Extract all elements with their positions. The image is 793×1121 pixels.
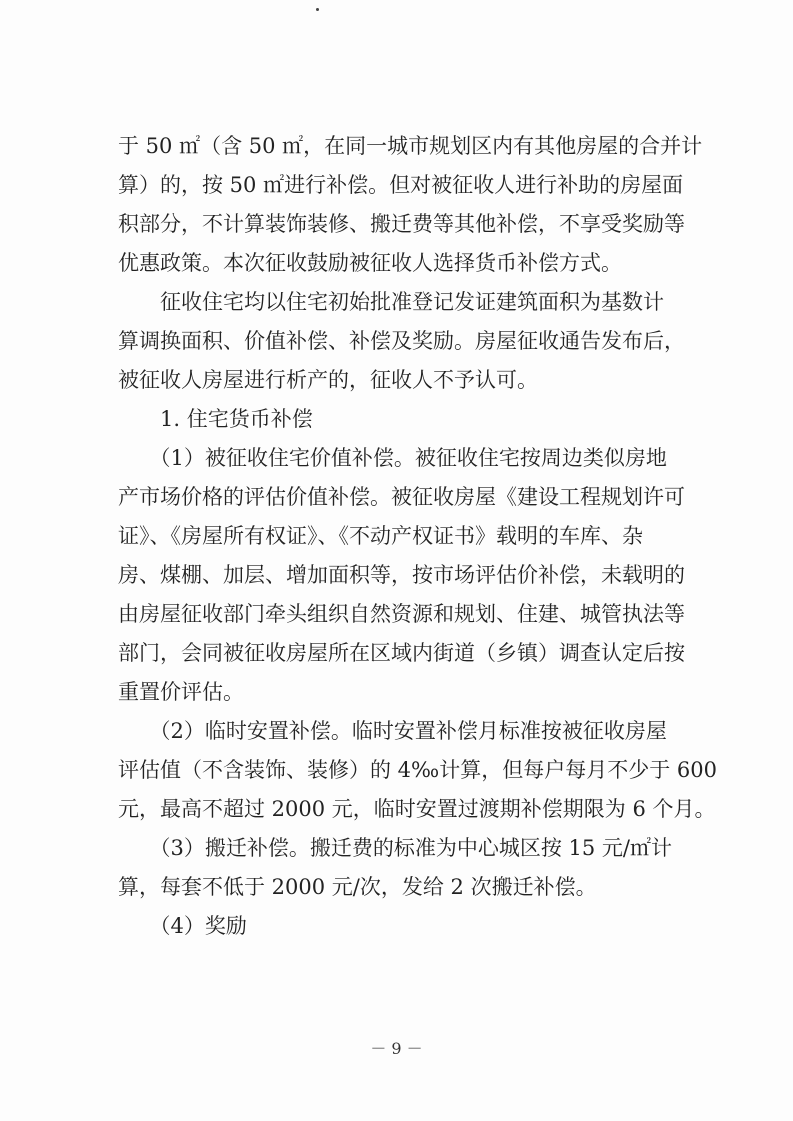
body-line: 元，最高不超过 2000 元，临时安置过渡期补偿期限为 6 个月。	[118, 797, 716, 821]
body-line: 证》、《房屋所有权证》、《不动产权证书》载明的车库、杂	[118, 524, 643, 548]
body-line: 算）的，按 50 ㎡进行补偿。但对被征收人进行补助的房屋面	[118, 173, 684, 197]
body-line: 重置价评估。	[118, 680, 244, 704]
body-line: 产市场价格的评估价值补偿。被征收房屋《建设工程规划许可	[118, 485, 685, 509]
body-line: （3）搬迁补偿。搬迁费的标准为中心城区按 15 元/㎡计	[118, 836, 673, 860]
body-line: （2）临时安置补偿。临时安置补偿月标准按被征收房屋	[118, 719, 667, 743]
body-line: 征收住宅均以住宅初始批准登记发证建筑面积为基数计	[118, 290, 664, 314]
body-line: 算，每套不低于 2000 元/次，发给 2 次搬迁补偿。	[118, 875, 597, 899]
document-body	[118, 127, 717, 946]
body-line: 评估值（不含装饰、装修）的 4‰计算，但每户每月不少于 600	[118, 758, 717, 782]
body-line: 部门，会同被征收房屋所在区域内街道（乡镇）调查认定后按	[118, 641, 685, 665]
body-line: 由房屋征收部门牵头组织自然资源和规划、住建、城管执法等	[118, 602, 685, 626]
section-heading: 1. 住宅货币补偿	[118, 407, 313, 431]
body-line: 优惠政策。本次征收鼓励被征收人选择货币补偿方式。	[118, 251, 622, 275]
body-line: 房、煤棚、加层、增加面积等，按市场评估价补偿，未载明的	[118, 563, 685, 587]
body-line: 于 50 ㎡（含 50 ㎡，在同一城市规划区内有其他房屋的合并计	[118, 134, 703, 158]
body-line: 算调换面积、价值补偿、补偿及奖励。房屋征收通告发布后，	[118, 329, 685, 353]
body-line: （4）奖励	[118, 914, 247, 938]
body-line: 被征收人房屋进行析产的，征收人不予认可。	[118, 368, 538, 392]
scan-speck	[316, 8, 319, 11]
page-number: － 9 －	[370, 1039, 423, 1058]
body-line: 积部分，不计算装饰装修、搬迁费等其他补偿，不享受奖励等	[118, 212, 685, 236]
body-line: （1）被征收住宅价值补偿。被征收住宅按周边类似房地	[118, 446, 667, 470]
